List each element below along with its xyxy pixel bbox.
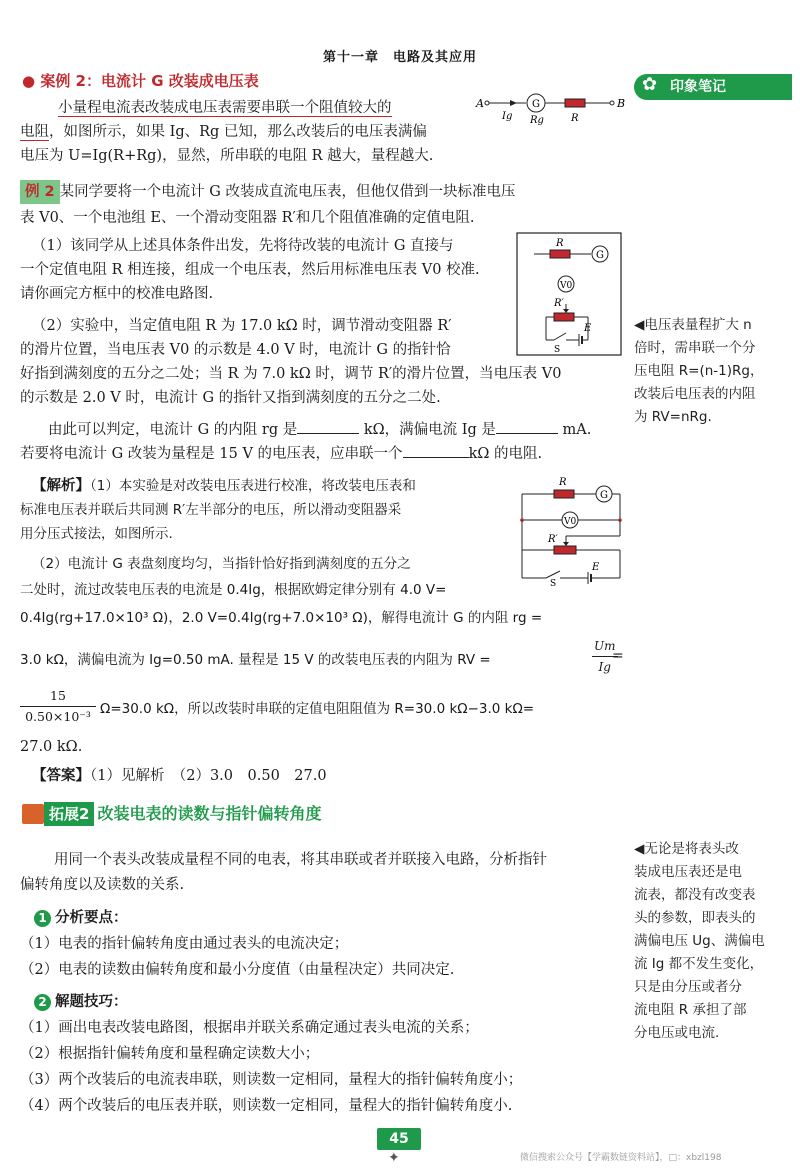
- solution-line-5: 二处时，流过改装电压表的电流是 0.4Ig，根据欧姆定律分别有 4.0 V=: [20, 582, 447, 598]
- rheostat-label: R′: [554, 298, 564, 309]
- fraction-numerator: Um: [592, 636, 618, 657]
- terminal-b: [610, 101, 614, 105]
- section-analysis-title: 1 分析要点：: [34, 906, 634, 930]
- q2-line-3: 好指到满刻度的五分之二处；当 R 为 7.0 kΩ 时，调节 R′的滑片位置，当电压表 V0: [20, 366, 562, 382]
- resistor-r: [565, 99, 585, 107]
- page-number: 45: [377, 1128, 421, 1150]
- solution-line-4: （2）电流计 G 表盘刻度均匀，当指针恰好指到满刻度的五分之: [32, 556, 411, 572]
- case-line-1: 小量程电流表改装成电压表需要串联一个阻值较大的: [58, 100, 392, 116]
- tip-2: （2）根据指针偏转角度和量程确定读数大小；: [20, 1046, 320, 1062]
- fraction-denominator: Ig: [598, 660, 611, 674]
- tip-1: （1）画出电表改装电路图，根据串并联关系确定通过表头电流的关系；: [20, 1020, 479, 1036]
- number-badge-2: 2: [34, 994, 51, 1011]
- current-label: Ig: [502, 111, 513, 122]
- leaf-icon: ●: [22, 72, 36, 90]
- rheostat-rp: [554, 546, 576, 554]
- switch-label: S: [554, 345, 561, 355]
- answer-blank-rg[interactable]: [297, 433, 359, 434]
- current-arrow: [510, 100, 517, 106]
- fraction-numerator: 15: [20, 686, 96, 707]
- battery-label: E: [592, 562, 600, 573]
- case-title: 案例 2：电流计 G 改装成电压表: [40, 72, 259, 90]
- answer-label: 【答案】: [32, 767, 90, 784]
- example-line-2: 表 V0、一个电池组 E、一个滑动变阻器 R′和几个阻值准确的定值电阻.: [20, 210, 475, 226]
- section-tips-title: 2 解题技巧：: [34, 990, 634, 1014]
- rheostat-rp: [554, 313, 574, 321]
- solution-line-9: 27.0 kΩ.: [20, 739, 83, 755]
- voltmeter-label: V0: [560, 281, 573, 291]
- elephant-icon: ✿: [642, 74, 658, 95]
- number-badge-1: 1: [34, 910, 51, 927]
- sidebar-note-voltmeter: ◀电压表量程扩大 n 倍时，需串联一个分 压电阻 R=(n-1)Rg， 改装后电压表的内阻 为 RV=nRg.: [634, 317, 764, 425]
- rg-label: Rg: [530, 115, 544, 126]
- chapter-header: 第十一章 电路及其应用: [322, 50, 477, 65]
- galvanometer-label: G: [532, 99, 540, 110]
- solution-line-2: 标准电压表并联后共同测 R′左半部分的电压，所以滑动变阻器采: [20, 502, 402, 518]
- analysis-point-2: （2）电表的读数由偏转角度和最小分度值（由量程决定）共同决定.: [20, 962, 455, 978]
- rheostat-label: R′: [548, 534, 558, 545]
- resistor-r: [550, 250, 570, 258]
- terminal-a: [485, 101, 489, 105]
- extension-intro-1: 用同一个表头改装成量程不同的电表，将其串联或者并联接入电路，分析指针: [54, 852, 547, 868]
- solution-label: 【解析】: [32, 477, 90, 494]
- book-icon: [22, 804, 44, 824]
- switch-label: S: [550, 579, 557, 586]
- tip-4: （4）两个改装后的电压表并联，则读数一定相同，量程大的指针偏转角度小.: [20, 1098, 513, 1114]
- extension-intro-2: 偏转角度以及读数的关系.: [20, 877, 185, 893]
- bird-icon: ✦: [388, 1150, 400, 1166]
- solution-line-7: 3.0 kΩ，满偏电流为 Ig=0.50 mA. 量程是 15 V 的改装电压表的内阻为 RV =: [20, 652, 491, 668]
- answer-blank-resistor[interactable]: [403, 457, 469, 458]
- solution-line-8: Ω=30.0 kΩ，所以改装时串联的定值电阻阻值为 R=30.0 kΩ−3.0 kΩ=: [100, 701, 535, 717]
- sidebar-note-meter-head: ◀无论是将表头改 装成电压表还是电 流表，都没有改变表 头的参数，即表头的 满偏电压 Ug、满偏电 流 Ig 都不发生变化， 只是由分压或者分 流电阻 R 承担了部 分电压或电流.: [634, 841, 765, 1041]
- equals-sign: =: [612, 648, 624, 664]
- switch-s: [546, 571, 560, 578]
- q2-line-4: 的示数是 2.0 V 时，电流计 G 的指针又指到满刻度的五分之二处.: [20, 390, 441, 406]
- answer-line: 【答案】（1）见解析 （2）3.0 0.50 27.0: [32, 767, 327, 784]
- voltmeter-label: V0: [564, 517, 577, 527]
- extension-badge: 拓展2: [44, 802, 94, 826]
- example-label: 例 2: [20, 180, 60, 204]
- galvanometer-label: G: [596, 250, 604, 261]
- case-title-row: [22, 70, 259, 91]
- case-line-3: 电压为 U=Ig(R+Rg)，显然，所串联的电阻 R 越大，量程越大.: [20, 148, 434, 164]
- tip-3: （3）两个改装后的电流表串联，则读数一定相同，量程大的指针偏转角度小；: [20, 1072, 523, 1088]
- solution-line-6: 0.4Ig(rg+17.0×10³ Ω)，2.0 V=0.4Ig(rg+7.0×10³ Ω)，解得电流计 G 的内阻 rg =: [20, 610, 543, 626]
- extension-header: [22, 802, 321, 826]
- q1-line-3: 请你画完方框中的校准电路图.: [20, 286, 214, 302]
- resistor-label: R: [559, 477, 567, 488]
- watermark: 微信搜索公众号【学霸数链资料站】，□：xbzl198: [520, 1153, 722, 1163]
- terminal-b-label: B: [617, 97, 626, 110]
- analysis-point-1: （1）电表的指针偏转角度由通过表头的电流决定；: [20, 936, 349, 952]
- q2-line-5: 由此可以判定，电流计 G 的内阻 rg 是 kΩ，满偏电流 Ig 是 mA.: [48, 422, 592, 438]
- resistor-label: R: [556, 238, 564, 249]
- galvanometer-label: G: [600, 490, 608, 501]
- resistor-r: [554, 490, 574, 498]
- answer-blank-ig[interactable]: [496, 433, 558, 434]
- calibration-box-diagram: [516, 232, 622, 356]
- q2-line-6: 若要将电流计 G 改装为量程是 15 V 的电压表，应串联一个 kΩ 的电阻.: [20, 446, 543, 462]
- q2-line-2: 的滑片位置，当电压表 V0 的示数是 4.0 V 时，电流计 G 的指针恰: [20, 342, 451, 358]
- q1-line-1: （1）该同学从上述具体条件出发，先将待改装的电流计 G 直接与: [32, 238, 454, 254]
- extension-title: 改装电表的读数与指针偏转角度: [97, 804, 322, 823]
- series-circuit-diagram: [470, 92, 630, 128]
- battery-label: E: [584, 323, 592, 334]
- solution-line-1: 【解析】（1）本实验是对改装电压表进行校准，将改装电压表和: [32, 477, 416, 494]
- solution-circuit-diagram: [516, 474, 626, 586]
- q2-line-1: （2）实验中，当定值电阻 R 为 17.0 kΩ 时，调节滑动变阻器 R′: [32, 318, 452, 334]
- resistor-label: R: [571, 113, 579, 124]
- fraction-denominator: 0.50×10⁻³: [25, 709, 91, 724]
- example-line-1: 例 2 某同学要将一个电流计 G 改装成直流电压表，但他仅借到一块标准电压: [20, 180, 620, 204]
- terminal-a-label: A: [476, 97, 484, 110]
- sidebar-badge-label: 印象笔记: [670, 79, 726, 95]
- q1-line-2: 一个定值电阻 R 相连接，组成一个电压表，然后用标准电压表 V0 校准.: [20, 262, 480, 278]
- solution-line-3: 用分压式接法，如图所示.: [20, 526, 173, 542]
- fraction-15: [20, 686, 96, 727]
- case-line-2: 电阻，如图所示，如果 Ig、Rg 已知，那么改装后的电压表满偏: [20, 124, 427, 140]
